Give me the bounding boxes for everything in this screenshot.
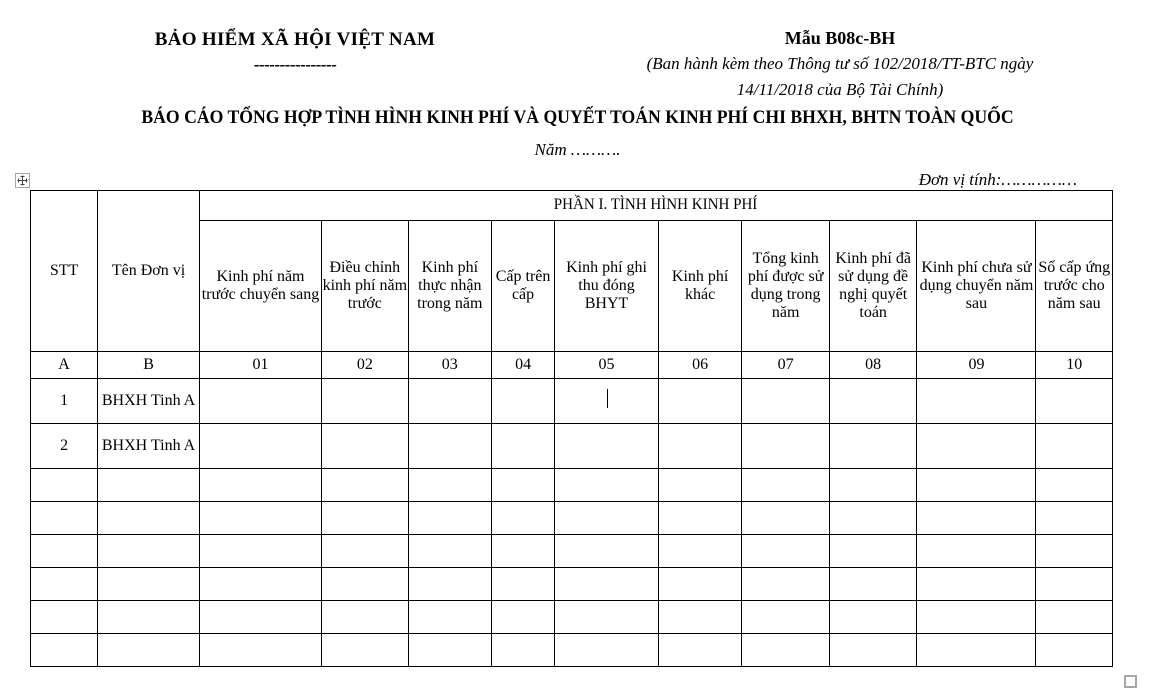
row-unit-name[interactable]: BHXH Tinh A bbox=[98, 424, 200, 469]
column-code-07: 07 bbox=[742, 352, 830, 379]
row-cell-empty[interactable] bbox=[492, 568, 555, 601]
row-cell-05[interactable] bbox=[555, 379, 659, 424]
row-cell-empty[interactable] bbox=[742, 568, 830, 601]
table-row bbox=[31, 379, 1113, 424]
row-cell-empty[interactable] bbox=[829, 568, 917, 601]
column-header-05: Kinh phí ghi thu đóng BHYT bbox=[555, 220, 659, 351]
row-cell-empty[interactable] bbox=[658, 601, 741, 634]
row-cell-02[interactable] bbox=[322, 424, 409, 469]
row-cell-empty[interactable] bbox=[98, 469, 200, 502]
row-unit-name[interactable]: BHXH Tinh A bbox=[98, 379, 200, 424]
column-code-01: 01 bbox=[199, 352, 321, 379]
row-cell-empty[interactable] bbox=[555, 568, 659, 601]
table-head bbox=[31, 191, 1113, 352]
column-code-b: B bbox=[98, 352, 200, 379]
row-cell-empty[interactable] bbox=[98, 634, 200, 667]
column-header-07: Tổng kinh phí được sử dụng trong năm bbox=[742, 220, 830, 351]
row-cell-empty[interactable] bbox=[408, 469, 491, 502]
text-cursor bbox=[607, 389, 608, 408]
column-header-02: Điều chỉnh kinh phí năm trước bbox=[322, 220, 409, 351]
column-code-row bbox=[31, 352, 1113, 379]
row-cell-empty[interactable] bbox=[1036, 634, 1113, 667]
row-cell-empty[interactable] bbox=[555, 535, 659, 568]
column-header-09: Kinh phí chưa sử dụng chuyển năm sau bbox=[917, 220, 1036, 351]
row-cell-empty[interactable] bbox=[658, 568, 741, 601]
table-move-handle-icon[interactable] bbox=[15, 173, 30, 188]
row-cell-empty[interactable] bbox=[322, 634, 409, 667]
row-cell-empty[interactable] bbox=[31, 601, 98, 634]
column-code-08: 08 bbox=[829, 352, 917, 379]
column-header-08: Kinh phí đã sử dụng đề nghị quyết toán bbox=[829, 220, 917, 351]
row-cell-07[interactable] bbox=[742, 379, 830, 424]
row-cell-empty[interactable] bbox=[492, 634, 555, 667]
row-cell-empty[interactable] bbox=[408, 601, 491, 634]
column-header-03: Kinh phí thực nhận trong năm bbox=[408, 220, 491, 351]
row-cell-empty[interactable] bbox=[98, 601, 200, 634]
row-cell-empty[interactable] bbox=[492, 469, 555, 502]
row-cell-empty[interactable] bbox=[31, 502, 98, 535]
row-cell-empty[interactable] bbox=[555, 469, 659, 502]
row-cell-empty[interactable] bbox=[555, 601, 659, 634]
row-cell-empty[interactable] bbox=[492, 502, 555, 535]
table-row bbox=[31, 634, 1113, 667]
row-cell-empty[interactable] bbox=[492, 535, 555, 568]
row-cell-empty[interactable] bbox=[658, 502, 741, 535]
row-cell-07[interactable] bbox=[742, 424, 830, 469]
column-code-09: 09 bbox=[917, 352, 1036, 379]
row-cell-empty[interactable] bbox=[917, 535, 1036, 568]
row-cell-empty[interactable] bbox=[199, 469, 321, 502]
row-cell-empty[interactable] bbox=[917, 568, 1036, 601]
column-header-04: Cấp trên cấp bbox=[492, 220, 555, 351]
row-cell-empty[interactable] bbox=[1036, 601, 1113, 634]
row-cell-empty[interactable] bbox=[1036, 469, 1113, 502]
row-cell-05[interactable] bbox=[555, 424, 659, 469]
table-resize-handle-icon[interactable] bbox=[1124, 675, 1137, 688]
report-table bbox=[30, 190, 1113, 667]
row-cell-09[interactable] bbox=[917, 424, 1036, 469]
row-cell-empty[interactable] bbox=[829, 469, 917, 502]
row-cell-empty[interactable] bbox=[1036, 568, 1113, 601]
row-cell-empty[interactable] bbox=[917, 601, 1036, 634]
row-cell-empty[interactable] bbox=[199, 634, 321, 667]
row-cell-empty[interactable] bbox=[742, 469, 830, 502]
row-cell-empty[interactable] bbox=[31, 634, 98, 667]
header-right-block bbox=[560, 28, 1120, 103]
row-cell-empty[interactable] bbox=[31, 568, 98, 601]
row-cell-empty[interactable] bbox=[322, 535, 409, 568]
row-cell-empty[interactable] bbox=[742, 502, 830, 535]
row-cell-03[interactable] bbox=[408, 424, 491, 469]
row-cell-08[interactable] bbox=[829, 379, 917, 424]
row-cell-empty[interactable] bbox=[199, 502, 321, 535]
table-body bbox=[31, 352, 1113, 469]
row-cell-empty[interactable] bbox=[555, 502, 659, 535]
table-row bbox=[31, 469, 1113, 502]
row-cell-empty[interactable] bbox=[492, 601, 555, 634]
row-cell-empty[interactable] bbox=[31, 469, 98, 502]
row-cell-empty[interactable] bbox=[917, 502, 1036, 535]
row-cell-empty[interactable] bbox=[199, 535, 321, 568]
row-cell-empty[interactable] bbox=[742, 535, 830, 568]
row-cell-02[interactable] bbox=[322, 379, 409, 424]
row-cell-10[interactable] bbox=[1036, 379, 1113, 424]
header-left-block bbox=[0, 28, 560, 73]
column-header-01: Kinh phí năm trước chuyển sang bbox=[199, 220, 321, 351]
unit-of-measure-note: Đơn vị tính:…………… bbox=[918, 170, 1077, 189]
row-cell-empty[interactable] bbox=[408, 634, 491, 667]
row-cell-empty[interactable] bbox=[98, 568, 200, 601]
row-cell-empty[interactable] bbox=[658, 469, 741, 502]
row-cell-empty[interactable] bbox=[322, 568, 409, 601]
row-cell-empty[interactable] bbox=[98, 535, 200, 568]
report-table-wrapper bbox=[30, 190, 1113, 667]
row-cell-empty[interactable] bbox=[1036, 502, 1113, 535]
column-header-stt: STT bbox=[31, 191, 98, 352]
row-cell-06[interactable] bbox=[658, 379, 741, 424]
row-cell-empty[interactable] bbox=[98, 502, 200, 535]
row-cell-empty[interactable] bbox=[829, 634, 917, 667]
row-cell-empty[interactable] bbox=[31, 535, 98, 568]
row-cell-empty[interactable] bbox=[199, 601, 321, 634]
table-part-title-row bbox=[31, 191, 1113, 221]
report-year: Năm ………. bbox=[534, 140, 621, 159]
row-cell-empty[interactable] bbox=[917, 634, 1036, 667]
column-code-05: 05 bbox=[555, 352, 659, 379]
column-header-10: Số cấp ứng trước cho năm sau bbox=[1036, 220, 1113, 351]
document-header bbox=[0, 28, 1155, 103]
column-code-04: 04 bbox=[492, 352, 555, 379]
table-empty-rows bbox=[31, 469, 1113, 667]
row-cell-empty[interactable] bbox=[322, 469, 409, 502]
column-code-03: 03 bbox=[408, 352, 491, 379]
row-cell-09[interactable] bbox=[917, 379, 1036, 424]
row-cell-empty[interactable] bbox=[322, 601, 409, 634]
row-cell-01[interactable] bbox=[199, 424, 321, 469]
row-cell-empty[interactable] bbox=[408, 568, 491, 601]
row-cell-empty[interactable] bbox=[742, 634, 830, 667]
row-cell-empty[interactable] bbox=[917, 469, 1036, 502]
row-cell-04[interactable] bbox=[492, 379, 555, 424]
page-title: BÁO CÁO TỔNG HỢP TÌNH HÌNH KINH PHÍ VÀ QUYẾT TOÁN KINH PHÍ CHI BHXH, BHTN TOÀN QUỐC bbox=[141, 107, 1014, 128]
row-cell-empty[interactable] bbox=[408, 535, 491, 568]
row-cell-01[interactable] bbox=[199, 379, 321, 424]
row-cell-empty[interactable] bbox=[829, 601, 917, 634]
row-cell-06[interactable] bbox=[658, 424, 741, 469]
table-row bbox=[31, 424, 1113, 469]
row-cell-empty[interactable] bbox=[829, 535, 917, 568]
form-reference-line-2: 14/11/2018 của Bộ Tài Chính) bbox=[736, 80, 944, 100]
organization-divider: ---------------- bbox=[253, 54, 337, 74]
column-header-unit-name: Tên Đơn vị bbox=[98, 191, 200, 352]
column-code-06: 06 bbox=[658, 352, 741, 379]
form-reference-line-1: (Ban hành kèm theo Thông tư số 102/2018/TT-BTC ngày bbox=[646, 53, 1034, 73]
form-code: Mẫu B08c-BH bbox=[784, 28, 896, 48]
table-row bbox=[31, 535, 1113, 568]
column-code-10: 10 bbox=[1036, 352, 1113, 379]
row-cell-empty[interactable] bbox=[199, 568, 321, 601]
row-cell-03[interactable] bbox=[408, 379, 491, 424]
row-cell-empty[interactable] bbox=[829, 502, 917, 535]
row-stt[interactable]: 1 bbox=[31, 379, 98, 424]
row-cell-empty[interactable] bbox=[742, 601, 830, 634]
row-cell-empty[interactable] bbox=[322, 502, 409, 535]
part-title: PHẦN I. TÌNH HÌNH KINH PHÍ bbox=[227, 191, 1085, 221]
row-cell-04[interactable] bbox=[492, 424, 555, 469]
row-cell-08[interactable] bbox=[829, 424, 917, 469]
row-cell-empty[interactable] bbox=[1036, 535, 1113, 568]
table-row bbox=[31, 601, 1113, 634]
table-row bbox=[31, 568, 1113, 601]
row-cell-empty[interactable] bbox=[408, 502, 491, 535]
table-row bbox=[31, 502, 1113, 535]
column-code-02: 02 bbox=[322, 352, 409, 379]
row-cell-empty[interactable] bbox=[658, 535, 741, 568]
organization-name: BẢO HIỂM XÃ HỘI VIỆT NAM bbox=[154, 29, 436, 50]
row-cell-empty[interactable] bbox=[555, 634, 659, 667]
column-code-a: A bbox=[31, 352, 98, 379]
row-stt[interactable]: 2 bbox=[31, 424, 98, 469]
column-header-06: Kinh phí khác bbox=[658, 220, 741, 351]
row-cell-10[interactable] bbox=[1036, 424, 1113, 469]
row-cell-empty[interactable] bbox=[658, 634, 741, 667]
